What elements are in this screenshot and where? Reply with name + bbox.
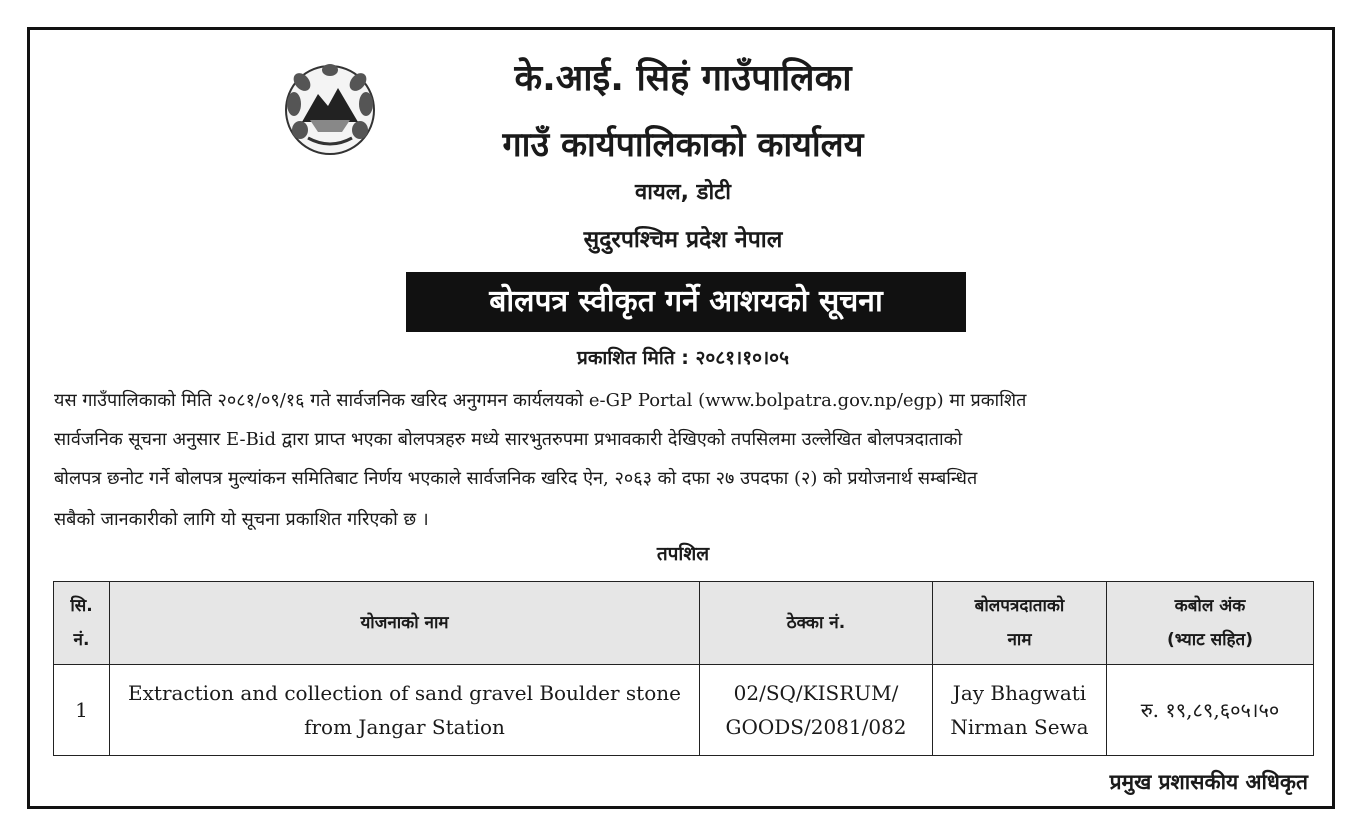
municipality-name: के.आई. सिहं गाउँपालिका: [514, 58, 852, 99]
cell-bidder-name: Jay Bhagwati Nirman Sewa: [933, 665, 1107, 756]
body-line-2: सार्वजनिक सूचना अनुसार E-Bid द्वारा प्राप्त भएका बोलपत्रहरु मध्ये सारभुतरुपमा प्रभावकारी देखिएको तपसिलमा उल्लेखित बोलपत्रदाताको: [54, 429, 963, 450]
header-serial: सि. नं.: [54, 582, 110, 665]
office-location: वायल, डोटी: [635, 180, 731, 205]
header-project-name: योजनाको नाम: [110, 582, 700, 665]
office-name: गाउँ कार्यपालिकाको कार्यालय: [502, 125, 864, 165]
schedule-title: तपशिल: [656, 543, 710, 565]
cell-serial: 1: [54, 665, 110, 756]
cell-project-name: Extraction and collection of sand gravel Boulder stone from Jangar Station: [110, 665, 700, 756]
cell-contract-no: 02/SQ/KISRUM/ GOODS/2081/082: [700, 665, 933, 756]
header-bid-amount: कबोल अंक (भ्याट सहित): [1107, 582, 1314, 665]
notice-title: बोलपत्र स्वीकृत गर्ने आशयको सूचना: [406, 272, 966, 332]
province-name: सुदुरपश्चिम प्रदेश नेपाल: [583, 227, 783, 253]
header-bidder-name: बोलपत्रदाताको नाम: [933, 582, 1107, 665]
award-table: [53, 581, 1314, 756]
body-line-3: बोलपत्र छनोट गर्ने बोलपत्र मुल्यांकन समितिबाट निर्णय भएकाले सार्वजनिक खरिद ऐन, २०६३ को दफा २७ उपदफा (२) को प्रयोजनार्थ सम्बन्धित: [54, 468, 978, 489]
body-line-1: यस गाउँपालिकाको मिति २०८१/०९/१६ गते सार्वजनिक खरिद अनुगमन कार्यलयको e-GP Portal (www.bolpatra.gov.np/egp) मा प्रकाशित: [54, 390, 1027, 411]
header-contract-no: ठेक्का नं.: [700, 582, 933, 665]
signatory: प्रमुख प्रशासकीय अधिकृत: [1109, 770, 1308, 794]
table-header-row: [54, 582, 1314, 665]
cell-bid-amount: रु. १९,८९,६०५।५०: [1107, 665, 1314, 756]
body-line-4: सबैको जानकारीको लागि यो सूचना प्रकाशित गरिएको छ ।: [54, 509, 429, 530]
published-date: प्रकाशित मिति : २०८१।१०।०५: [577, 347, 789, 369]
table-row: [54, 665, 1314, 756]
